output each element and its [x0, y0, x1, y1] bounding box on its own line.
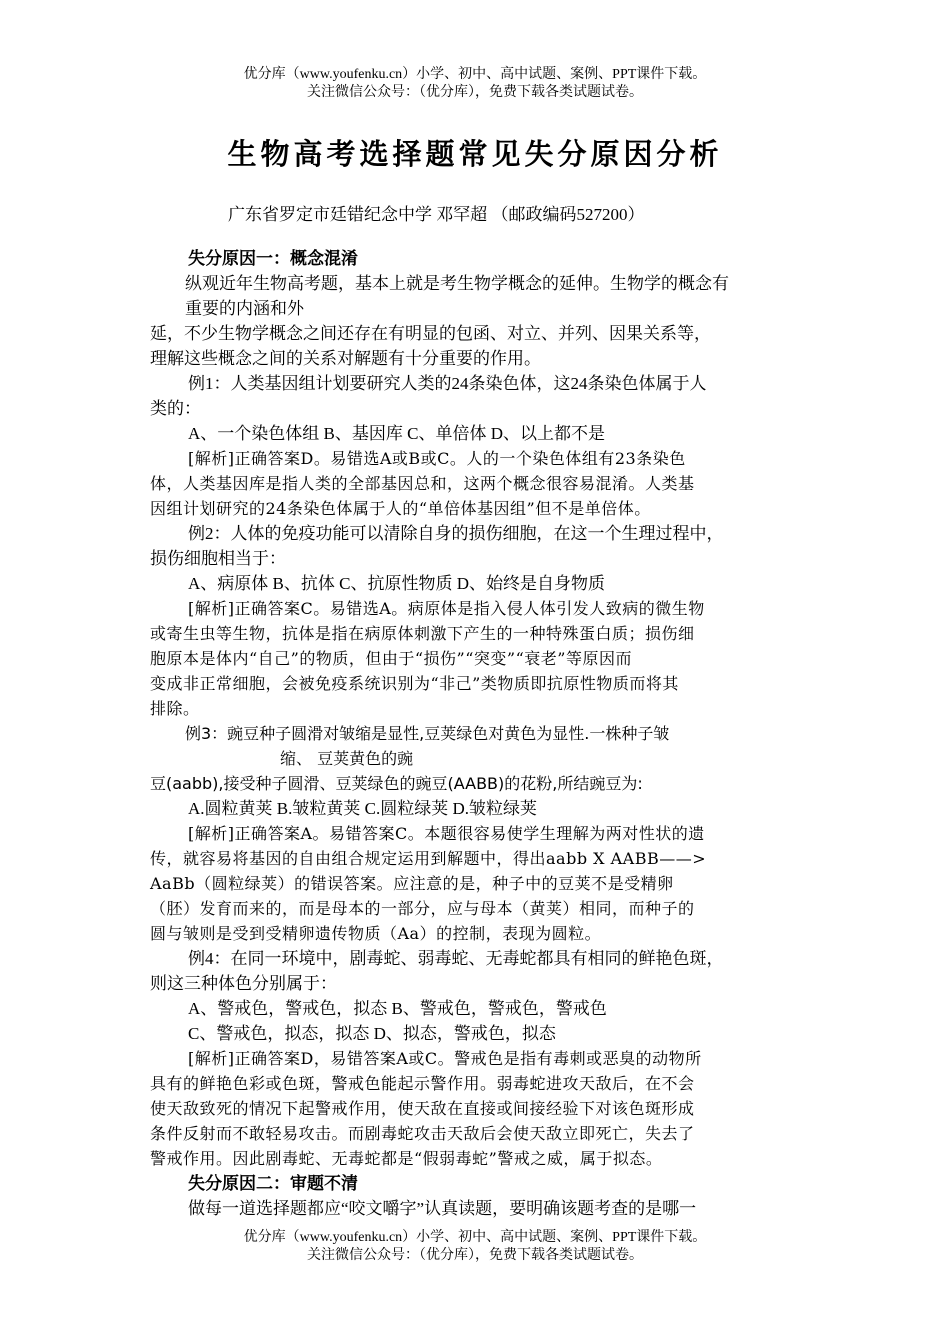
example2-question-line2: 损伤细胞相当于：	[150, 549, 286, 568]
example4-analysis-line4: 条件反射而不敢轻易攻击。而剧毒蛇攻击天敌后会使天敌立即死亡，失去了	[150, 1124, 695, 1143]
example3-analysis-line2: 传，就容易将基因的自由组合规定运用到解题中，得出aabb X AABB——>	[150, 849, 707, 868]
example3-question-line2: 缩、 豆荚黄色的豌	[280, 749, 414, 768]
example1-question-line1: 例1：人类基因组计划要研究人类的24条染色体，这24条染色体属于人	[188, 374, 707, 393]
header-line-1: 优分库（www.youfenku.cn）小学、初中、高中试题、案例、PPT课件下载。	[243, 67, 707, 82]
example1-question-line2: 类的：	[150, 399, 201, 418]
example2-analysis-line1: [解析]正确答案C。易错选A。病原体是指入侵人体引发人致病的微生物	[188, 599, 705, 618]
example1-analysis-line1: [解析]正确答案D。易错选A或B或C。人的一个染色体组有23条染色	[188, 449, 686, 468]
page-footer	[0, 1229, 950, 1265]
footer-line-2: 关注微信公众号：（优分库），免费下载各类试题试卷。	[307, 1248, 643, 1263]
footer-line-1: 优分库（www.youfenku.cn）小学、初中、高中试题、案例、PPT课件下载。	[243, 1230, 707, 1245]
example4-question-line2: 则这三种体色分别属于：	[150, 974, 337, 993]
example2-options: A、病原体 B、抗体 C、抗原性物质 D、始终是自身物质	[188, 574, 605, 593]
example4-question-line1: 例4：在同一环境中，剧毒蛇、弱毒蛇、无毒蛇都具有相同的鲜艳色斑，	[188, 949, 724, 968]
example4-analysis-line2: 具有的鲜艳色彩或色斑，警戒色能起示警作用。弱毒蛇进攻天敌后，在不会	[150, 1074, 695, 1093]
author-line: 广东省罗定市廷错纪念中学 邓罕超 （邮政编码527200）	[228, 205, 645, 224]
example3-analysis-line4: （胚）发育而来的，而是母本的一部分，应与母本（黄荚）相同，而种子的	[150, 899, 695, 918]
page-header	[0, 66, 950, 102]
example1-analysis-line3: 因组计划研究的24条染色体属于人的“单倍体基因组”但不是单倍体。	[150, 499, 651, 518]
example1-analysis-line2: 体，人类基因库是指人类的全部基因总和，这两个概念很容易混淆。人类基	[150, 474, 695, 493]
header-line-2: 关注微信公众号：（优分库），免费下载各类试题试卷。	[307, 85, 643, 100]
example4-options-line1: A、警戒色，警戒色，拟态 B、警戒色，警戒色，警戒色	[188, 999, 607, 1018]
section1-intro-line2: 重要的内涵和外	[185, 299, 304, 318]
example4-analysis-line3: 使天敌致死的情况下起警戒作用，使天敌在直接或间接经验下对该色斑形成	[150, 1099, 695, 1118]
example3-options: A.圆粒黄荚 B.皱粒黄荚 C.圆粒绿荚 D.皱粒绿荚	[188, 799, 537, 818]
document-body	[150, 246, 795, 1221]
example4-analysis-line5: 警戒作用。因此剧毒蛇、无毒蛇都是“假弱毒蛇”警戒之威，属于拟态。	[150, 1149, 663, 1168]
section2-text-line1: 做每一道选择题都应“咬文嚼字”认真读题，要明确该题考查的是哪一	[188, 1199, 697, 1218]
example2-analysis-line3: 胞原本是体内“自己”的物质，但由于“损伤”“突变”“衰老”等原因而	[150, 649, 632, 668]
example2-question-line1: 例2：人体的免疫功能可以清除自身的损伤细胞，在这一个生理过程中，	[188, 524, 724, 543]
example3-question-line1: 例3：豌豆种子圆滑对皱缩是显性,豆荚绿色对黄色为显性.一株种子皱	[185, 724, 670, 743]
example3-question-line3: 豆(aabb),接受种子圆滑、豆荚绿色的豌豆(AABB)的花粉,所结豌豆为:	[150, 774, 643, 793]
section1-heading: 失分原因一：概念混淆	[188, 249, 358, 268]
section1-intro-line3: 延，不少生物学概念之间还存在有明显的包函、对立、并列、因果关系等，	[150, 324, 711, 343]
example2-analysis-line4: 变成非正常细胞，会被免疫系统识别为“非己”类物质即抗原性物质而将其	[150, 674, 679, 693]
example3-analysis-line5: 圆与皱则是受到受精卵遗传物质（Aa）的控制，表现为圆粒。	[150, 924, 602, 943]
example3-analysis-line3: AaBb（圆粒绿荚）的错误答案。应注意的是，种子中的豆荚不是受精卵	[150, 874, 674, 893]
section2-heading: 失分原因二：审题不清	[188, 1174, 358, 1193]
section1-intro-line4: 理解这些概念之间的关系对解题有十分重要的作用。	[150, 349, 541, 368]
example4-analysis-line1: [解析]正确答案D，易错答案A或C。警戒色是指有毒刺或恶臭的动物所	[188, 1049, 702, 1068]
section1-intro-line1: 纵观近年生物高考题，基本上就是考生物学概念的延伸。生物学的概念有	[185, 274, 729, 293]
example2-analysis-line2: 或寄生虫等生物，抗体是指在病原体刺激下产生的一种特殊蛋白质；损伤细	[150, 624, 695, 643]
example1-options: A、一个染色体组 B、基因库 C、单倍体 D、以上都不是	[188, 424, 605, 443]
example3-analysis-line1: [解析]正确答案A。易错答案C。本题很容易使学生理解为两对性状的遗	[188, 824, 705, 843]
example4-options-line2: C、警戒色，拟态，拟态 D、拟态，警戒色，拟态	[188, 1024, 556, 1043]
example2-analysis-line5: 排除。	[150, 699, 200, 718]
document-title: 生物高考选择题常见失分原因分析	[227, 137, 723, 171]
